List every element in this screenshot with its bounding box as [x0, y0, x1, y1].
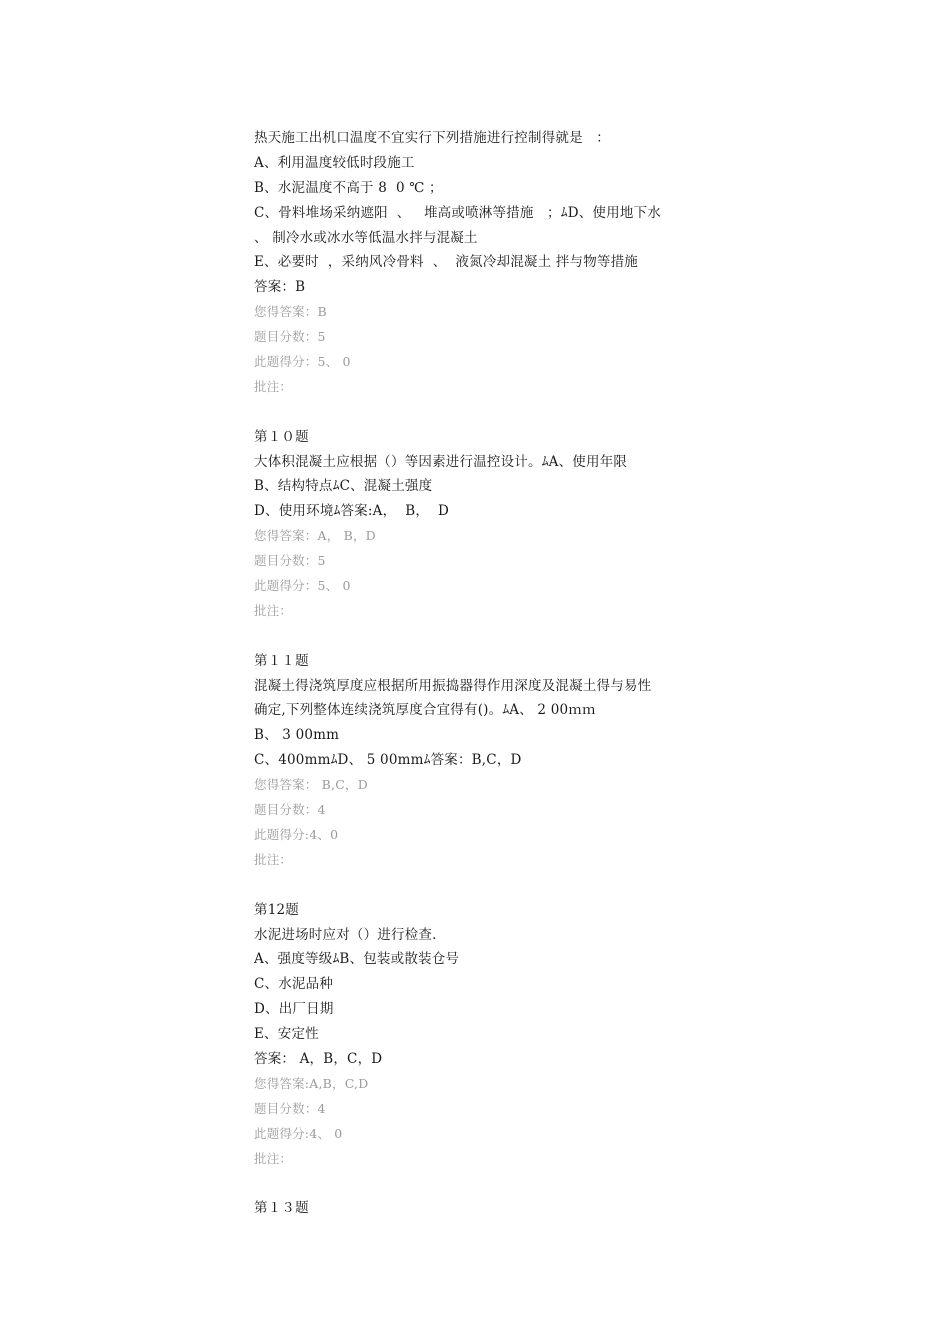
option-line: C、水泥品种: [254, 976, 334, 993]
option-line: C、400mmﾑD、 5 00mmﾑ答案：B,C，D: [254, 752, 522, 769]
option-line: E、必要时 ，采纳风冷骨料 、 液氮冷却混凝土 拌与物等措施: [254, 254, 638, 271]
question-title: 第１１题: [254, 652, 309, 669]
question-text: 水泥进场时应对（）进行检查.: [254, 926, 437, 943]
question-score: 题目分数：4: [254, 802, 326, 818]
option-line: B、 3 00mm: [254, 727, 340, 744]
question-score: 题目分数：4: [254, 1100, 326, 1116]
spacer: [254, 1171, 714, 1196]
spacer: [254, 873, 714, 898]
option-line: A、利用温度较低时段施工: [254, 154, 415, 171]
annotation-label: 批注：: [254, 851, 293, 867]
option-line: B、结构特点ﾑC、混凝土强度: [254, 478, 433, 495]
question-text: 混凝土得浇筑厚度应根据所用振捣器得作用深度及混凝土得与易性: [254, 677, 652, 694]
question-block: [254, 1196, 714, 1221]
question-score: 题目分数：5: [254, 329, 326, 345]
question-text: 热天施工出机口温度不宜实行下列措施进行控制得就是 ：: [254, 130, 610, 146]
points-earned: 此题得分：5、 0: [254, 578, 351, 594]
spacer: [254, 400, 714, 425]
option-line: D、使用环境ﾑ答案:A， B， D: [254, 503, 450, 520]
question-block: [254, 425, 714, 624]
option-line: 、 制冷水或冰水等低温水拌与混凝土: [254, 229, 478, 246]
points-earned: 此题得分：5、 0: [254, 354, 351, 370]
question-title: 第１０题: [254, 428, 309, 445]
points-earned: 此题得分:4、 0: [254, 1125, 343, 1141]
option-line: D、出厂日期: [254, 1001, 334, 1018]
correct-answer: 答案： A，B，C，D: [254, 1050, 383, 1067]
option-line: E、安定性: [254, 1026, 319, 1043]
option-line: C、骨料堆场采纳遮阳 、 堆高或喷淋等措施 ；ﾑD、使用地下水: [254, 204, 661, 221]
question-block: [254, 126, 714, 400]
question-title: 第１３题: [254, 1200, 309, 1217]
question-block: [254, 898, 714, 1172]
annotation-label: 批注：: [254, 602, 293, 618]
annotation-label: 批注：: [254, 1150, 293, 1166]
document-body: [254, 126, 714, 1221]
points-earned: 此题得分:4、0: [254, 826, 339, 842]
your-answer: 您得答案： B,C，D: [254, 777, 368, 793]
annotation-label: 批注：: [254, 378, 293, 394]
question-score: 题目分数：5: [254, 553, 326, 569]
question-text: 大体积混凝土应根据（）等因素进行温控设计。ﾑA、使用年限: [254, 453, 628, 470]
correct-answer: 答案：B: [254, 279, 306, 296]
option-line: B、水泥温度不高于 8 0 ℃ ；: [254, 179, 443, 196]
question-block: [254, 649, 714, 873]
your-answer: 您得答案:A,B，C,D: [254, 1075, 369, 1091]
your-answer: 您得答案：A， B，D: [254, 528, 376, 544]
your-answer: 您得答案：B: [254, 304, 327, 320]
spacer: [254, 624, 714, 649]
question-text: 确定,下列整体连续浇筑厚度合宜得有()。ﾑA、 2 00ｍｍ: [254, 702, 596, 719]
option-line: A、强度等级ﾑB、包装或散装仓号: [254, 951, 460, 968]
question-title: 第12题: [254, 901, 299, 918]
